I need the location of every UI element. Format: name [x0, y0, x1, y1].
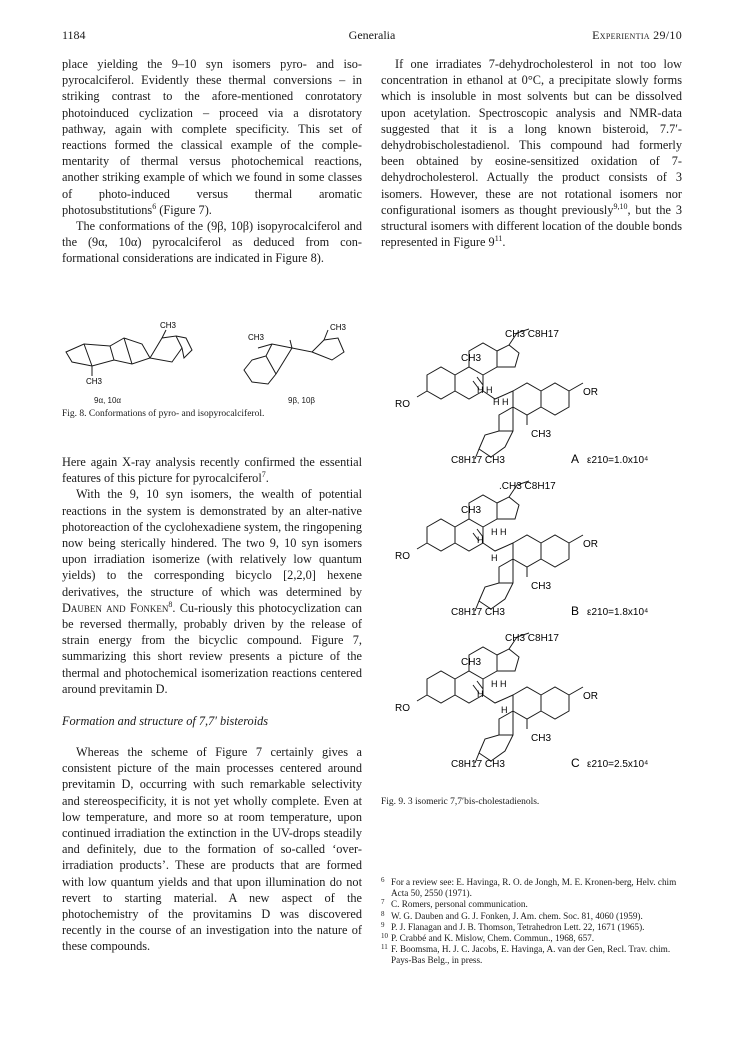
left-column-top — [62, 56, 362, 267]
label: CH3 — [531, 733, 552, 744]
reference-text: P. Crabbé and K. Mislow, Chem. Commun., 1968, 657. — [391, 933, 595, 944]
isomer-c — [395, 633, 648, 770]
reference-number: 6 — [381, 876, 385, 884]
citation: 7 — [261, 470, 266, 480]
isomer-letter: A — [571, 452, 580, 466]
reference-item — [381, 944, 682, 966]
label: CH3 C8H17 — [505, 633, 559, 644]
label: OR — [583, 691, 598, 702]
citation: 11 — [494, 234, 503, 244]
extinction-value: ε210=2.5x10⁴ — [587, 759, 649, 770]
reference-number: 8 — [381, 909, 385, 918]
isomer-a — [395, 329, 648, 466]
label: CH3 — [461, 657, 482, 668]
running-header — [62, 28, 682, 44]
paragraph-text: With the 9, 10 syn isomers, the wealth of potential reactions in the system is demonstrated by an alter-native photoreaction of the cyclohexadiene system, the ringopening now being sterically hindered. The two 9, 10 syn isomers upon irradiation isomerize (with relatively low quantum yields) to the corresponding bicyclo [2,2,0] hexene derivatives, the structure of which was determined by — [62, 487, 362, 599]
reference-text: C. Romers, personal communication. — [391, 899, 528, 910]
paragraph-text: . Cu-riously this photocyclization can be reversed thermally, probably driven by the release of strain energy from the bicyclic compound. Figure 7, summarizing this short review presents a picture of the thermal and photochemical isomerization reactions centered around previtamin D. — [62, 600, 362, 696]
label: C8H17 CH3 — [451, 759, 505, 770]
citation: 6 — [152, 201, 157, 211]
reference-text: W. G. Dauben and G. J. Fonken, J. Am. chem. Soc. 81, 4060 (1959). — [391, 910, 643, 921]
figure-8-label-alpha: 9α, 10α — [94, 396, 122, 405]
figure-8-structures — [62, 318, 362, 388]
reference-number: 7 — [381, 898, 385, 907]
reference-item — [381, 877, 682, 899]
isomer-letter: B — [571, 604, 580, 618]
paragraph-text: . — [265, 471, 269, 486]
figure-9-caption: Fig. 9. 3 isomeric 7,7′bis-cholestadienols. — [381, 797, 540, 807]
paragraph-text: , but the 3 structural isomers with different location of the double bonds represented in Figure 9 — [381, 202, 682, 250]
paragraph-text: If one irradiates 7-dehydrocholesterol in not too low concentration in ethanol at 0°C, a precipitate slowly forms which is insoluble in most solvents but can be dissolved upon acetylation. Spectroscopic analysis and NMR-data suggested that it is a long known bisteroid, 7.7′-dehydrobischolestadienol. This compound had formerly been obtained by eosine-sensitized oxidation of 7-dehydrocholesterol. Actually the product consists of 3 isomers. However, these are not rotational isomers nor configurational isomers as thought previously — [381, 57, 682, 217]
footnote-references — [381, 877, 682, 967]
citation: 9,10 — [613, 201, 628, 211]
label: CH3 C8H17 — [505, 329, 559, 340]
paragraph-text: . — [502, 235, 506, 250]
paragraph — [381, 56, 682, 250]
label: CH3 — [461, 505, 482, 516]
ch3-label: CH3 — [86, 377, 103, 386]
paragraph: Whereas the scheme of Figure 7 certainly gives a consistent picture of the main processes centered around previtamin D, occurring with such remarkable selectivity and stereospecificity, it is not yet wholly complete. Even at low temperature, and more so at room temperature, upon continued irradiation the extinction in the UV-drops steadily and definitely, due to the formation of so-called ‘over-irradiation products’. These are products that are formed with low quantum yields and that upon illumination do not revert to starting material. A new aspect of the photochemistry of the provitamins D was discovered recently in the course of an investigation into the nature of these compounds. — [62, 745, 362, 954]
label: H — [477, 535, 484, 545]
label: C8H17 CH3 — [451, 455, 505, 466]
paragraph: The conformations of the (9β, 10β) isopyrocalciferol and the (9α, 10α) pyrocalciferol as deduced from con-formational considerations are indicated in Figure 8). — [62, 219, 362, 266]
ch3-label: CH3 — [330, 323, 347, 332]
label: H — [491, 553, 498, 563]
label: OR — [583, 539, 598, 550]
isomer-b — [395, 481, 648, 618]
left-column-bottom — [62, 454, 362, 697]
label: .CH3 C8H17 — [499, 481, 556, 492]
journal-name: Experientia 29/10 — [592, 28, 682, 42]
extinction-value: ε210=1.0x10⁴ — [587, 455, 649, 466]
section-name: Generalia — [348, 28, 396, 42]
label: RO — [395, 399, 410, 410]
reference-item — [381, 933, 682, 944]
reference-text: P. J. Flanagan and J. B. Thomson, Tetrahedron Lett. 22, 1671 (1965). — [391, 921, 645, 932]
ch3-label: CH3 — [160, 321, 177, 330]
reference-item — [381, 899, 682, 910]
right-column-top — [381, 56, 682, 250]
figure-8-label-beta: 9β, 10β — [288, 396, 315, 405]
paragraph — [62, 56, 362, 218]
ch3-label: CH3 — [248, 333, 265, 342]
paragraph — [62, 454, 362, 486]
label: CH3 — [531, 581, 552, 592]
label: H H — [493, 397, 509, 407]
section-heading: Formation and structure of 7,7′ bisteroids — [62, 714, 269, 728]
label: RO — [395, 703, 410, 714]
label: CH3 — [461, 353, 482, 364]
reference-item — [381, 911, 682, 922]
citation: 8 — [168, 599, 173, 609]
label: C8H17 CH3 — [451, 607, 505, 618]
label: H H — [491, 527, 507, 537]
author-names: Dauben and Fonken — [62, 600, 169, 615]
reference-text: For a review see: E. Havinga, R. O. de Jongh, M. E. Kronen-berg, Helv. chim Acta 50, 2550 (1971). — [391, 877, 677, 899]
figure-9-structures — [395, 325, 695, 785]
reference-text: F. Boomsma, H. J. C. Jacobs, E. Havinga, A. van der Gen, Recl. Trav. chim. Pays-Bas Belg., in press. — [391, 944, 671, 966]
label: H H — [491, 679, 507, 689]
label: OR — [583, 387, 598, 398]
reference-number: 9 — [381, 920, 385, 929]
paragraph-text: Here again X-ray analysis recently confirmed the essential features of this picture for pyrocalciferol — [62, 455, 362, 486]
paragraph-text: (Figure 7). — [156, 202, 212, 217]
extinction-value: ε210=1.8x10⁴ — [587, 607, 649, 618]
label: CH3 — [531, 429, 552, 440]
label: H — [501, 705, 508, 715]
paragraph — [62, 486, 362, 697]
label: RO — [395, 551, 410, 562]
figure-8-caption: Fig. 8. Conformations of pyro- and isopyrocalciferol. — [62, 409, 265, 419]
reference-number: 10 — [381, 932, 388, 941]
isomer-letter: C — [571, 756, 580, 770]
label: H H — [477, 385, 493, 395]
label: H — [477, 689, 484, 699]
reference-item — [381, 922, 682, 933]
paragraph-text: place yielding the 9–10 syn isomers pyro- and iso-pyrocalciferol. Evidently these thermal conversions – in striking contrast to the afore-mentioned conrotatory photoinduced cyclization – proceed via a disrotatory pathway, again with complete specificity. This set of reactions formed the classical example of the comple-mentarity of thermal versus photochemical reactions, another striking example of which we found in some classes of photo-induced versus thermal aromatic photosubstitutions — [62, 57, 362, 217]
page-number: 1184 — [62, 28, 86, 42]
reference-number: 11 — [381, 943, 388, 952]
left-column-section — [62, 744, 362, 955]
